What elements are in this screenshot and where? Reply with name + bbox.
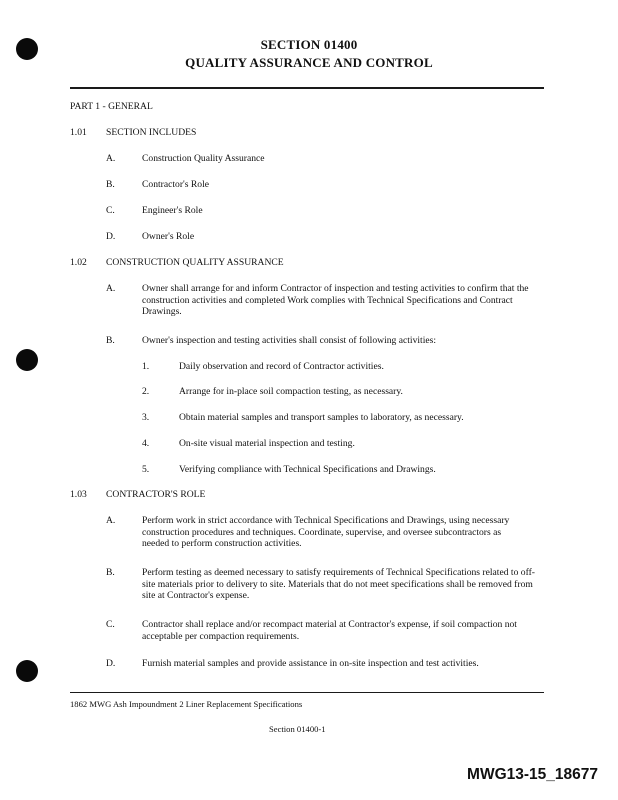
item-label: C.: [106, 205, 115, 216]
footer-project: 1862 MWG Ash Impoundment 2 Liner Replacement Specifications: [70, 699, 303, 709]
part-heading: PART 1 - GENERAL: [70, 101, 153, 112]
subitem-label: 2.: [142, 386, 150, 397]
binder-hole-bottom: [16, 660, 38, 682]
section-number: SECTION 01400: [260, 37, 358, 52]
subitem-text: On-site visual material inspection and testing.: [179, 438, 355, 449]
article-title: CONTRACTOR'S ROLE: [106, 489, 206, 500]
header-rule: [70, 87, 544, 89]
item-label: C.: [106, 619, 115, 630]
item-text: Furnish material samples and provide assistance in on-site inspection and test activities.: [142, 658, 479, 669]
subitem-label: 5.: [142, 464, 150, 475]
subitem-label: 1.: [142, 361, 150, 372]
subitem-text: Verifying compliance with Technical Specifications and Drawings.: [179, 464, 436, 475]
item-label: B.: [106, 567, 115, 578]
article-number: 1.01: [70, 127, 87, 138]
subitem-label: 4.: [142, 438, 150, 449]
document-id-stamp: MWG13-15_18677: [467, 766, 598, 783]
item-text: Engineer's Role: [142, 205, 203, 216]
article-number: 1.02: [70, 257, 87, 268]
footer-rule: [70, 692, 544, 693]
item-label: D.: [106, 231, 116, 242]
item-label: B.: [106, 179, 115, 190]
subitem-text: Obtain material samples and transport samples to laboratory, as necessary.: [179, 412, 464, 423]
item-text: Perform work in strict accordance with Technical Specifications and Drawings, using necessary construction procedures and techniques. Coordinate, supervise, and oversee subcontractors as needed to perform construction activities.: [142, 515, 510, 550]
item-label: A.: [106, 153, 116, 164]
subitem-label: 3.: [142, 412, 150, 423]
item-label: B.: [106, 335, 115, 346]
item-text: Contractor's Role: [142, 179, 210, 190]
article-title: SECTION INCLUDES: [106, 127, 197, 138]
article-number: 1.03: [70, 489, 87, 500]
subitem-text: Daily observation and record of Contractor activities.: [179, 361, 384, 372]
item-label: D.: [106, 658, 116, 669]
item-text: Construction Quality Assurance: [142, 153, 265, 164]
binder-hole-middle: [16, 349, 38, 371]
item-label: A.: [106, 283, 116, 294]
item-text: Contractor shall replace and/or recompact material at Contractor's expense, if soil compaction not acceptable per compaction requirements.: [142, 619, 517, 642]
item-text: Owner shall arrange for and inform Contractor of inspection and testing activities to confirm that the construction activities and completed Work complies with Technical Specifications and Contract Drawings.: [142, 283, 529, 318]
item-text: Perform testing as deemed necessary to satisfy requirements of Technical Specifications related to off-site materials prior to delivery to site. Materials that do not meet specifications shall be removed from site at Contractor's expense.: [142, 567, 535, 602]
item-text: Owner's inspection and testing activities shall consist of following activities:: [142, 335, 437, 346]
item-label: A.: [106, 515, 116, 526]
subitem-text: Arrange for in-place soil compaction testing, as necessary.: [179, 386, 403, 397]
section-title: QUALITY ASSURANCE AND CONTROL: [185, 55, 433, 70]
footer-page-number: Section 01400-1: [269, 724, 326, 734]
item-text: Owner's Role: [142, 231, 195, 242]
article-title: CONSTRUCTION QUALITY ASSURANCE: [106, 257, 284, 268]
